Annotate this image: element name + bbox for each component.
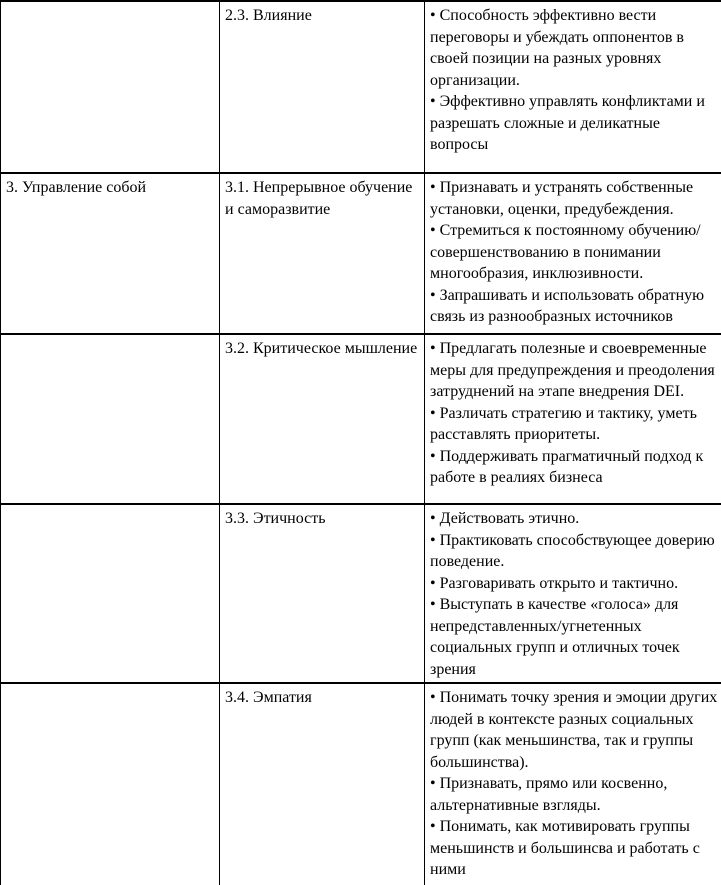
behavior-item: • Признавать и устранять собственные установки, оценки, предубеждения. — [430, 179, 694, 218]
behavior-item: • Эффективно управлять конфликтами и разрешать сложные и деликатные вопросы — [430, 93, 705, 153]
behavior-item: • Стремиться к постоянному обучению/совершенствованию в понимании многообразия, инклюзивности. — [430, 222, 701, 282]
behavior-item: • Способность эффективно вести переговоры и убеждать оппонентов в своей позиции на разных уровнях организации. — [430, 7, 684, 89]
subcategory-cell: 3.1. Непрерывное обучение и саморазвитие — [220, 173, 425, 334]
category-cell: 3. Управление собой — [1, 173, 220, 334]
behavior-item: • Понимать, как мотивировать группы меньшинств и большинсва и работать с ними — [430, 818, 700, 878]
category-cell — [1, 504, 220, 683]
behavior-item: • Выступать в качестве «голоса» для непредставленных/угнетенных социальных групп и отличных точек зрения — [430, 596, 680, 678]
behavior-item: • Различать стратегию и тактику, уметь расставлять приоритеты. — [430, 404, 697, 443]
table-row — [1, 173, 721, 334]
table-row — [1, 1, 721, 173]
table-row — [1, 683, 721, 885]
behavior-item: • Предлагать полезные и своевременные меры для предупреждения и преодоления затруднений на этапе внедрения DEI. — [430, 340, 715, 400]
behaviors-cell — [425, 1, 721, 173]
behavior-item: • Поддерживать прагматичный подход к работе в реалиях бизнеса — [430, 447, 704, 486]
behavior-item: • Понимать точку зрения и эмоции других людей в контексте разных социальных групп (как меньшинства, так и группы большинства). — [430, 689, 718, 771]
category-cell — [1, 334, 220, 504]
behaviors-cell — [425, 334, 721, 504]
subcategory-cell: 3.2. Критическое мышление — [220, 334, 425, 504]
behavior-item: • Запрашивать и использовать обратную связь из разнообразных источников — [430, 286, 705, 325]
competency-table-body — [1, 1, 721, 885]
table-row — [1, 504, 721, 683]
behavior-item: • Действовать этично. — [430, 510, 580, 527]
behaviors-cell — [425, 173, 721, 334]
behaviors-cell — [425, 683, 721, 885]
behaviors-cell — [425, 504, 721, 683]
behavior-item: • Признавать, прямо или косвенно, альтернативные взгляды. — [430, 775, 668, 814]
behavior-item: • Практиковать способствующее доверию поведение. — [430, 531, 715, 570]
category-cell — [1, 683, 220, 885]
category-cell — [1, 1, 220, 173]
subcategory-cell: 3.4. Эмпатия — [220, 683, 425, 885]
behavior-item: • Разговаривать открыто и тактично. — [430, 574, 679, 592]
subcategory-cell: 3.3. Этичность — [220, 504, 425, 683]
table-row — [1, 334, 721, 504]
subcategory-cell: 2.3. Влияние — [220, 1, 425, 173]
